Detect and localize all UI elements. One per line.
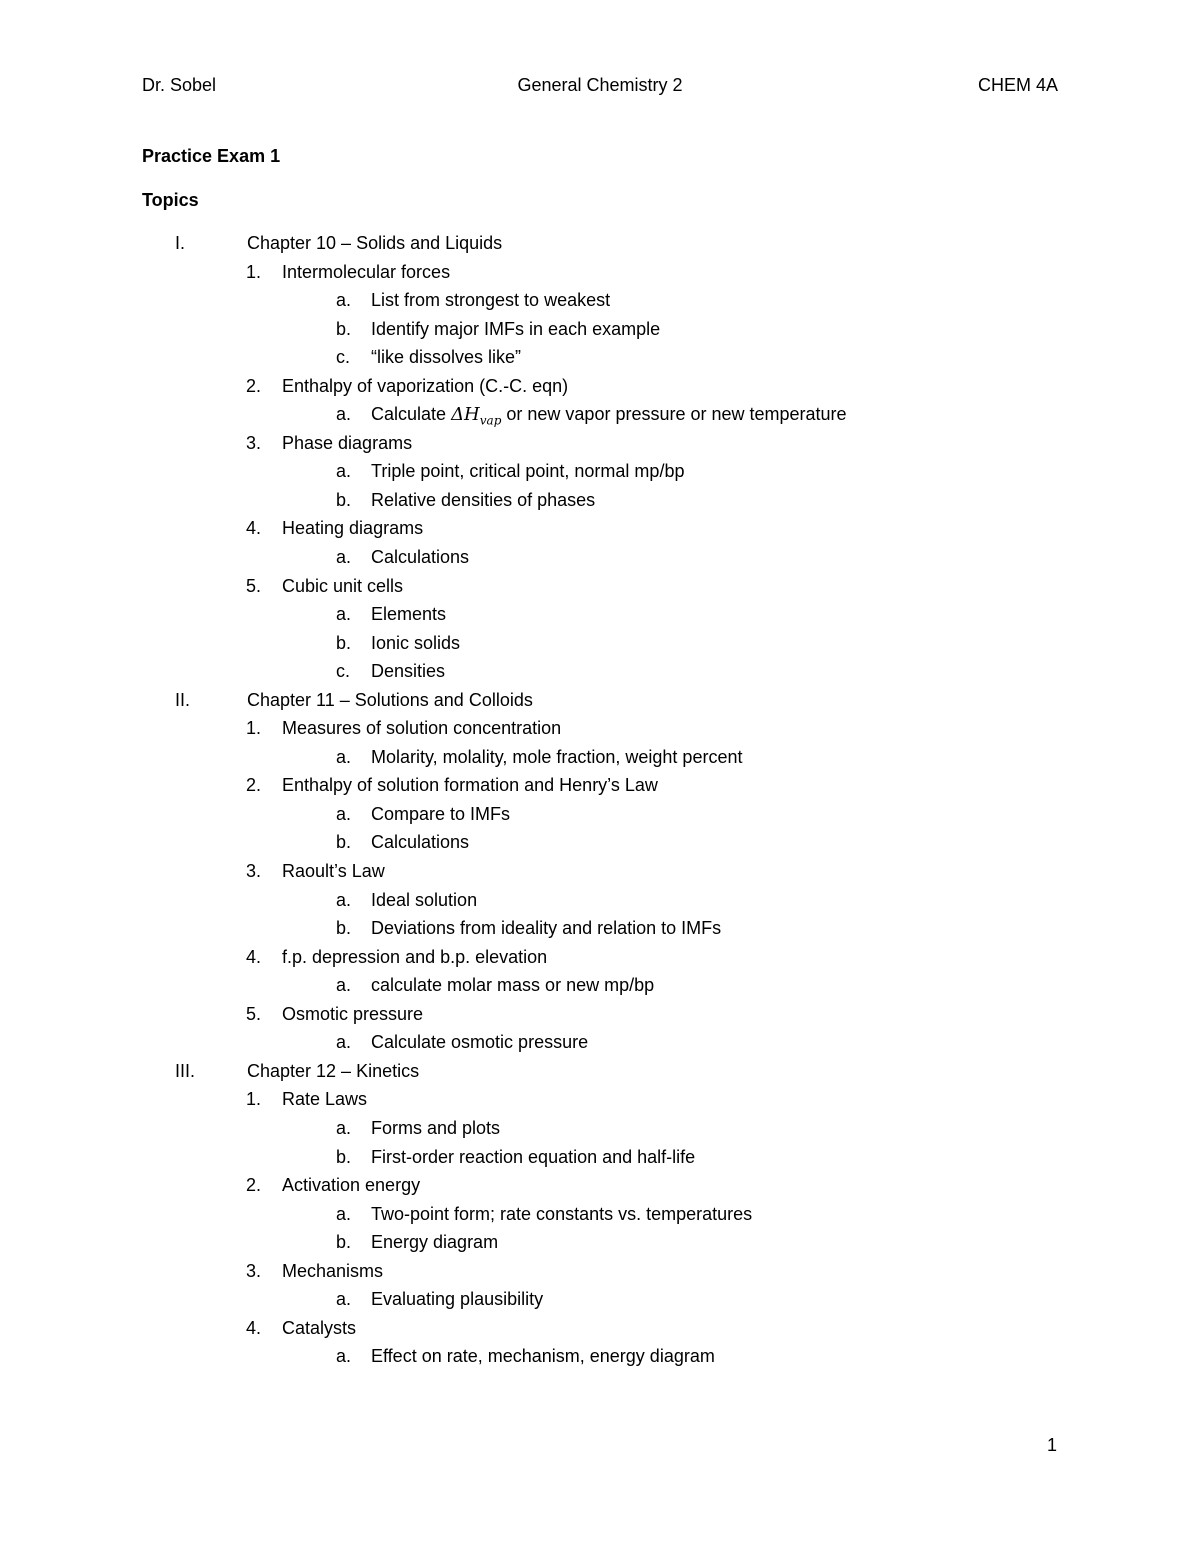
outline-marker: a.	[336, 1289, 352, 1310]
outline-text-main: Intermolecular forces	[282, 261, 451, 282]
outline-subtopic	[142, 658, 1062, 687]
outline-topic	[142, 1001, 1062, 1030]
outline-marker: b.	[336, 918, 352, 939]
outline-text-main: Calculate osmotic pressure	[371, 1032, 589, 1053]
outline-subtopic	[142, 915, 1062, 944]
outline-text	[247, 230, 502, 256]
outline-subtopic	[142, 1343, 1062, 1372]
outline-text-tail: or new vapor pressure or new temperature	[501, 404, 847, 425]
outline-marker: 5.	[246, 1003, 262, 1024]
outline-text	[371, 1286, 543, 1312]
outline-text-main: Evaluating plausibility	[371, 1289, 544, 1310]
outline-chapter	[142, 1058, 1062, 1087]
outline-topic	[142, 858, 1062, 887]
enthalpy-symbol	[451, 404, 502, 428]
outline-text-main: Ideal solution	[371, 889, 478, 910]
outline-topic	[142, 944, 1062, 973]
outline-topic	[142, 373, 1062, 402]
outline-text-main: f.p. depression and b.p. elevation	[282, 946, 548, 967]
outline-marker: 4.	[246, 518, 262, 539]
outline-topic	[142, 715, 1062, 744]
outline-text	[371, 1229, 498, 1255]
header-course-title: General Chemistry 2	[517, 75, 683, 95]
outline-text-main: calculate molar mass or new mp/bp	[371, 975, 655, 996]
outline-marker: c.	[336, 347, 351, 368]
outline-marker: 2.	[246, 1175, 262, 1196]
outline-marker: 4.	[246, 1317, 262, 1338]
outline-topic	[142, 259, 1062, 288]
outline-marker: 2.	[246, 375, 262, 396]
outline-subtopic	[142, 887, 1062, 916]
outline-text	[282, 1086, 367, 1112]
outline-text-main: Energy diagram	[371, 1232, 499, 1253]
outline-marker: a.	[336, 746, 352, 767]
outline-topic	[142, 1086, 1062, 1115]
outline-text	[282, 1258, 383, 1284]
outline-subtopic	[142, 316, 1062, 345]
outline-text-main: Phase diagrams	[282, 432, 413, 453]
outline-text	[371, 658, 445, 684]
outline-topic	[142, 1315, 1062, 1344]
outline-text-main: Heating diagrams	[282, 518, 424, 539]
outline-text	[282, 858, 385, 884]
outline-text	[371, 972, 654, 998]
outline-marker: 1.	[246, 1089, 262, 1110]
outline-text-main: Catalysts	[282, 1317, 357, 1338]
outline-text-main: Chapter 12 – Kinetics	[247, 1060, 420, 1081]
outline-marker: 1.	[246, 261, 262, 282]
outline-subtopic	[142, 1286, 1062, 1315]
outline-chapter	[142, 687, 1062, 716]
outline-marker: a.	[336, 604, 352, 625]
outline-text	[371, 744, 742, 770]
outline-text-main: Ionic solids	[371, 632, 461, 653]
header-course-code: CHEM 4A	[977, 75, 1058, 95]
outline-marker: a.	[336, 290, 352, 311]
outline-text-main: Molarity, molality, mole fraction, weight percent	[371, 746, 743, 767]
outline-marker: b.	[336, 318, 352, 339]
outline-topic	[142, 772, 1062, 801]
outline-subtopic	[142, 344, 1062, 373]
outline-text-main: Osmotic pressure	[282, 1003, 424, 1024]
outline-text	[371, 887, 477, 913]
outline-subtopic	[142, 487, 1062, 516]
outline-chapter	[142, 230, 1062, 259]
outline-text	[371, 287, 610, 313]
topics-outline	[142, 230, 1062, 1372]
outline-marker: 3.	[246, 861, 262, 882]
outline-marker: 2.	[246, 775, 262, 796]
outline-subtopic	[142, 1201, 1062, 1230]
outline-text	[371, 487, 595, 513]
outline-subtopic	[142, 829, 1062, 858]
outline-marker: 1.	[246, 718, 262, 739]
outline-text	[371, 829, 469, 855]
outline-text	[371, 458, 684, 484]
outline-text-main: Compare to IMFs	[371, 803, 511, 824]
outline-subtopic	[142, 601, 1062, 630]
outline-text	[371, 1144, 695, 1170]
outline-marker: a.	[336, 1032, 352, 1053]
page-number: 1	[1046, 1435, 1057, 1455]
outline-text-main: Cubic unit cells	[282, 575, 404, 596]
outline-subtopic	[142, 1029, 1062, 1058]
outline-subtopic	[142, 744, 1062, 773]
outline-text	[371, 1201, 752, 1227]
outline-subtopic	[142, 972, 1062, 1001]
outline-text-main: Enthalpy of vaporization (C.-C. eqn)	[282, 375, 569, 396]
outline-text-main: Relative densities of phases	[371, 489, 596, 510]
outline-text-main: Two-point form; rate constants vs. temperatures	[371, 1203, 753, 1224]
outline-text	[247, 687, 533, 713]
outline-topic	[142, 573, 1062, 602]
outline-text-main: Rate Laws	[282, 1089, 368, 1110]
outline-marker: 4.	[246, 946, 262, 967]
outline-marker: b.	[336, 832, 352, 853]
outline-text	[371, 601, 446, 627]
outline-text-main: Identify major IMFs in each example	[371, 318, 661, 339]
outline-marker: 5.	[246, 575, 262, 596]
outline-marker: 3.	[246, 432, 262, 453]
outline-subtopic	[142, 801, 1062, 830]
outline-subtopic	[142, 1229, 1062, 1258]
outline-text-main: Calculations	[371, 832, 470, 853]
outline-text	[371, 1343, 715, 1369]
outline-topic	[142, 1172, 1062, 1201]
outline-text	[371, 316, 660, 342]
outline-subtopic	[142, 630, 1062, 659]
outline-marker: b.	[336, 1146, 352, 1167]
outline-marker: III.	[175, 1060, 196, 1081]
outline-text	[282, 1315, 356, 1341]
outline-marker: b.	[336, 489, 352, 510]
outline-text	[282, 259, 450, 285]
outline-marker: 3.	[246, 1260, 262, 1281]
outline-text-main: First-order reaction equation and half-life	[371, 1146, 696, 1167]
outline-text	[371, 801, 510, 827]
outline-text	[371, 1115, 500, 1141]
outline-marker: a.	[336, 889, 352, 910]
outline-text	[371, 544, 469, 570]
topics-heading: Topics	[142, 190, 199, 210]
outline-text	[371, 630, 460, 656]
outline-text	[282, 430, 412, 456]
outline-text	[282, 1172, 420, 1198]
outline-text-main: Calculations	[371, 547, 470, 568]
outline-text-main: Densities	[371, 661, 446, 682]
outline-text	[282, 515, 423, 541]
outline-text	[282, 715, 561, 741]
outline-text	[282, 944, 547, 970]
outline-marker: a.	[336, 547, 352, 568]
outline-marker: a.	[336, 975, 352, 996]
outline-text-main: Calculate	[371, 404, 447, 425]
outline-text-main: Measures of solution concentration	[282, 718, 562, 739]
outline-marker: a.	[336, 1203, 352, 1224]
outline-marker: a.	[336, 803, 352, 824]
outline-topic	[142, 430, 1062, 459]
outline-marker: b.	[336, 632, 352, 653]
outline-subtopic	[142, 458, 1062, 487]
outline-text	[282, 772, 658, 798]
outline-text-main: Effect on rate, mechanism, energy diagram	[371, 1346, 715, 1367]
outline-marker: b.	[336, 1232, 352, 1253]
outline-text-main: Deviations from ideality and relation to IMFs	[371, 918, 722, 939]
header-instructor: Dr. Sobel	[142, 75, 217, 95]
outline-subtopic	[142, 287, 1062, 316]
outline-text	[371, 1029, 588, 1055]
outline-text-main: List from strongest to weakest	[371, 290, 611, 311]
enthalpy-symbol-subscript: vap	[479, 413, 502, 428]
outline-marker: a.	[336, 1346, 352, 1367]
outline-text-main: Mechanisms	[282, 1260, 384, 1281]
outline-text	[371, 915, 721, 941]
outline-text-main: Triple point, critical point, normal mp/bp	[371, 461, 685, 482]
outline-text-main: Enthalpy of solution formation and Henry’s Law	[282, 775, 658, 796]
outline-text-main: Forms and plots	[371, 1117, 501, 1138]
outline-text	[371, 344, 521, 370]
outline-text-main: Chapter 10 – Solids and Liquids	[247, 233, 503, 253]
enthalpy-symbol-base: ΔH	[451, 404, 480, 426]
outline-marker: a.	[336, 404, 352, 425]
outline-subtopic	[142, 1115, 1062, 1144]
outline-text-main: Chapter 11 – Solutions and Colloids	[247, 689, 533, 710]
outline-text	[247, 1058, 419, 1084]
outline-text-main: “like dissolves like”	[371, 347, 522, 368]
outline-topic	[142, 1258, 1062, 1287]
outline-marker: a.	[336, 461, 352, 482]
outline-marker: I.	[175, 233, 186, 253]
outline-marker: a.	[336, 1117, 352, 1138]
outline-topic	[142, 515, 1062, 544]
document-title: Practice Exam 1	[142, 146, 281, 166]
outline-subtopic	[142, 544, 1062, 573]
outline-subtopic	[142, 401, 1062, 430]
outline-text	[282, 373, 568, 399]
outline-text	[282, 573, 403, 599]
outline-subtopic	[142, 1144, 1062, 1173]
outline-text-main: Elements	[371, 604, 447, 625]
outline-marker: II.	[175, 689, 191, 710]
outline-text-main: Activation energy	[282, 1175, 421, 1196]
outline-text-main: Raoult’s Law	[282, 861, 385, 882]
outline-marker: c.	[336, 661, 351, 682]
outline-text	[282, 1001, 423, 1027]
